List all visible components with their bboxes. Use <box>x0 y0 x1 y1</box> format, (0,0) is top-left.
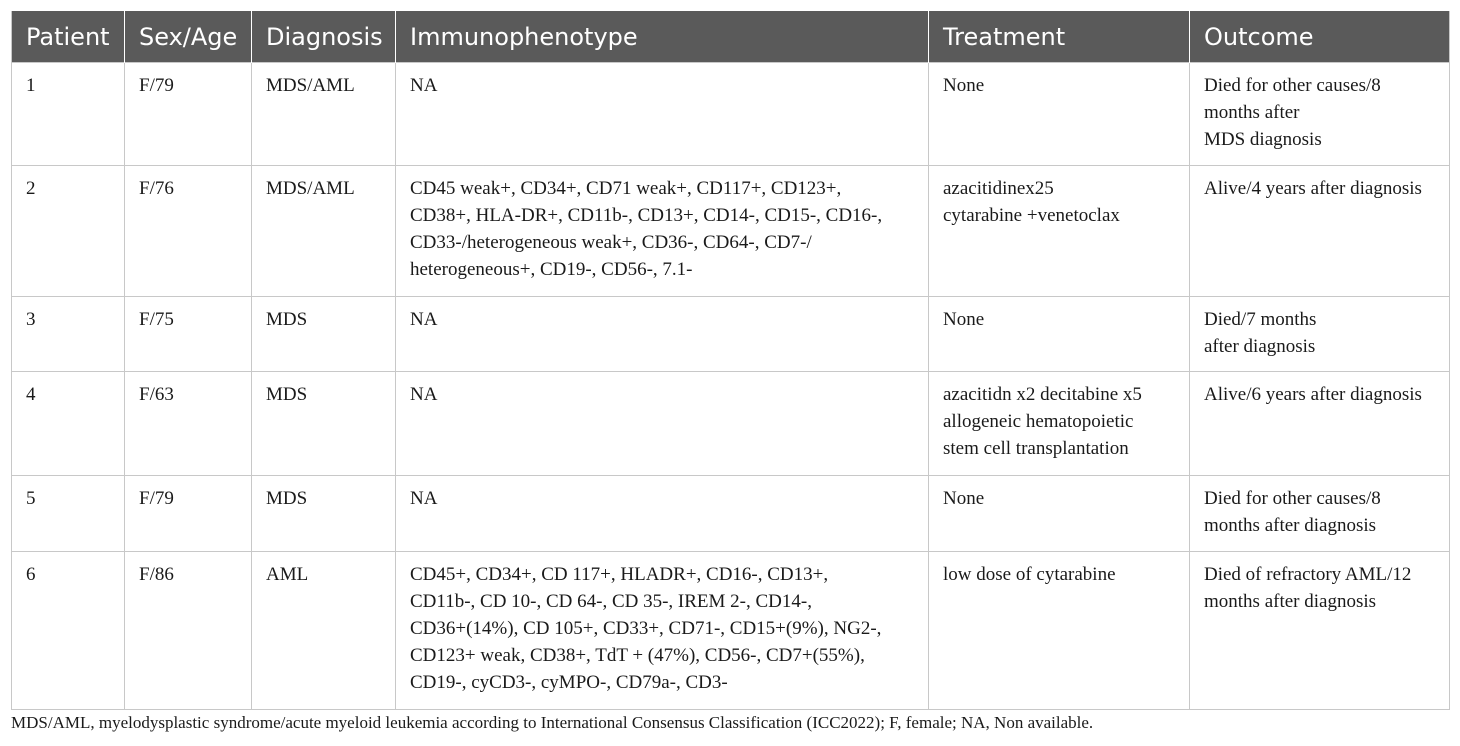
outcome-line: months after diagnosis <box>1204 515 1377 536</box>
cell-immunophenotype <box>396 552 929 710</box>
cell-immunophenotype <box>396 476 929 552</box>
header-sex-age: Sex/Age <box>125 11 252 63</box>
cell-patient: 3 <box>12 297 125 372</box>
treatment-line: allogeneic hematopoietic <box>943 411 1134 432</box>
immunophenotype-line: CD45+, CD34+, CD 117+, HLADR+, CD16-, CD13+, <box>410 564 829 585</box>
cell-sex-age: F/75 <box>125 297 252 372</box>
treatment-line: low dose of cytarabine <box>943 564 1116 585</box>
cell-outcome <box>1190 372 1450 476</box>
immunophenotype-line: NA <box>410 488 438 509</box>
cell-treatment <box>929 297 1190 372</box>
outcome-line: months after diagnosis <box>1204 591 1377 612</box>
immunophenotype-line: CD11b-, CD 10-, CD 64-, CD 35-, IREM 2-, CD14-, <box>410 591 812 612</box>
outcome-line: Died/7 months <box>1204 309 1317 330</box>
header-outcome: Outcome <box>1190 11 1450 63</box>
cell-immunophenotype <box>396 166 929 297</box>
patient-table <box>11 11 1450 710</box>
cell-immunophenotype <box>396 372 929 476</box>
immunophenotype-line: NA <box>410 309 438 330</box>
cell-sex-age: F/86 <box>125 552 252 710</box>
treatment-line: azacitidn x2 decitabine x5 <box>943 384 1142 405</box>
immunophenotype-line: CD33-/heterogeneous weak+, CD36-, CD64-, CD7-/ <box>410 232 812 253</box>
treatment-line: cytarabine +venetoclax <box>943 205 1120 226</box>
outcome-line: Alive/6 years after diagnosis <box>1204 384 1422 405</box>
table-row <box>12 552 1450 710</box>
cell-patient: 2 <box>12 166 125 297</box>
cell-treatment <box>929 552 1190 710</box>
cell-outcome <box>1190 297 1450 372</box>
outcome-line: Died of refractory AML/12 <box>1204 564 1412 585</box>
immunophenotype-line: heterogeneous+, CD19-, CD56-, 7.1- <box>410 259 693 280</box>
table-row <box>12 63 1450 166</box>
cell-outcome <box>1190 476 1450 552</box>
immunophenotype-line: CD38+, HLA-DR+, CD11b-, CD13+, CD14-, CD15-, CD16-, <box>410 205 883 226</box>
outcome-line: after diagnosis <box>1204 336 1316 357</box>
cell-diagnosis: MDS <box>252 297 396 372</box>
treatment-line: stem cell transplantation <box>943 438 1129 459</box>
cell-patient: 1 <box>12 63 125 166</box>
table-footnote: MDS/AML, myelodysplastic syndrome/acute myeloid leukemia according to International Consensus Classification (ICC2022); F, female; NA, Non available. <box>11 713 1094 732</box>
cell-treatment <box>929 166 1190 297</box>
treatment-line: None <box>943 309 985 330</box>
cell-patient: 6 <box>12 552 125 710</box>
immunophenotype-line: CD19-, cyCD3-, cyMPO-, CD79a-, CD3- <box>410 672 728 693</box>
cell-immunophenotype <box>396 297 929 372</box>
cell-diagnosis: MDS/AML <box>252 63 396 166</box>
cell-sex-age: F/63 <box>125 372 252 476</box>
immunophenotype-line: CD45 weak+, CD34+, CD71 weak+, CD117+, CD123+, <box>410 178 842 199</box>
cell-diagnosis: MDS <box>252 372 396 476</box>
cell-outcome <box>1190 552 1450 710</box>
outcome-line: Died for other causes/8 <box>1204 75 1381 96</box>
outcome-line: MDS diagnosis <box>1204 129 1322 150</box>
cell-sex-age: F/79 <box>125 63 252 166</box>
cell-immunophenotype <box>396 63 929 166</box>
header-patient: Patient <box>12 11 125 63</box>
cell-patient: 4 <box>12 372 125 476</box>
immunophenotype-line: NA <box>410 75 438 96</box>
table-row <box>12 476 1450 552</box>
cell-outcome <box>1190 63 1450 166</box>
cell-diagnosis: AML <box>252 552 396 710</box>
treatment-line: azacitidinex25 <box>943 178 1054 199</box>
cell-sex-age: F/76 <box>125 166 252 297</box>
treatment-line: None <box>943 75 985 96</box>
cell-treatment <box>929 372 1190 476</box>
header-immunophenotype: Immunophenotype <box>396 11 929 63</box>
cell-patient: 5 <box>12 476 125 552</box>
header-diagnosis: Diagnosis <box>252 11 396 63</box>
outcome-line: Alive/4 years after diagnosis <box>1204 178 1422 199</box>
table-row <box>12 372 1450 476</box>
immunophenotype-line: NA <box>410 384 438 405</box>
treatment-line: None <box>943 488 985 509</box>
table-row <box>12 166 1450 297</box>
table-header-row <box>12 11 1450 63</box>
cell-diagnosis: MDS <box>252 476 396 552</box>
header-treatment: Treatment <box>929 11 1190 63</box>
cell-sex-age: F/79 <box>125 476 252 552</box>
outcome-line: Died for other causes/8 <box>1204 488 1381 509</box>
cell-outcome <box>1190 166 1450 297</box>
cell-diagnosis: MDS/AML <box>252 166 396 297</box>
cell-treatment <box>929 476 1190 552</box>
table-row <box>12 297 1450 372</box>
outcome-line: months after <box>1204 102 1300 123</box>
patient-table-container <box>11 11 1449 710</box>
immunophenotype-line: CD123+ weak, CD38+, TdT + (47%), CD56-, CD7+(55%), <box>410 645 865 666</box>
cell-treatment <box>929 63 1190 166</box>
immunophenotype-line: CD36+(14%), CD 105+, CD33+, CD71-, CD15+(9%), NG2-, <box>410 618 882 639</box>
